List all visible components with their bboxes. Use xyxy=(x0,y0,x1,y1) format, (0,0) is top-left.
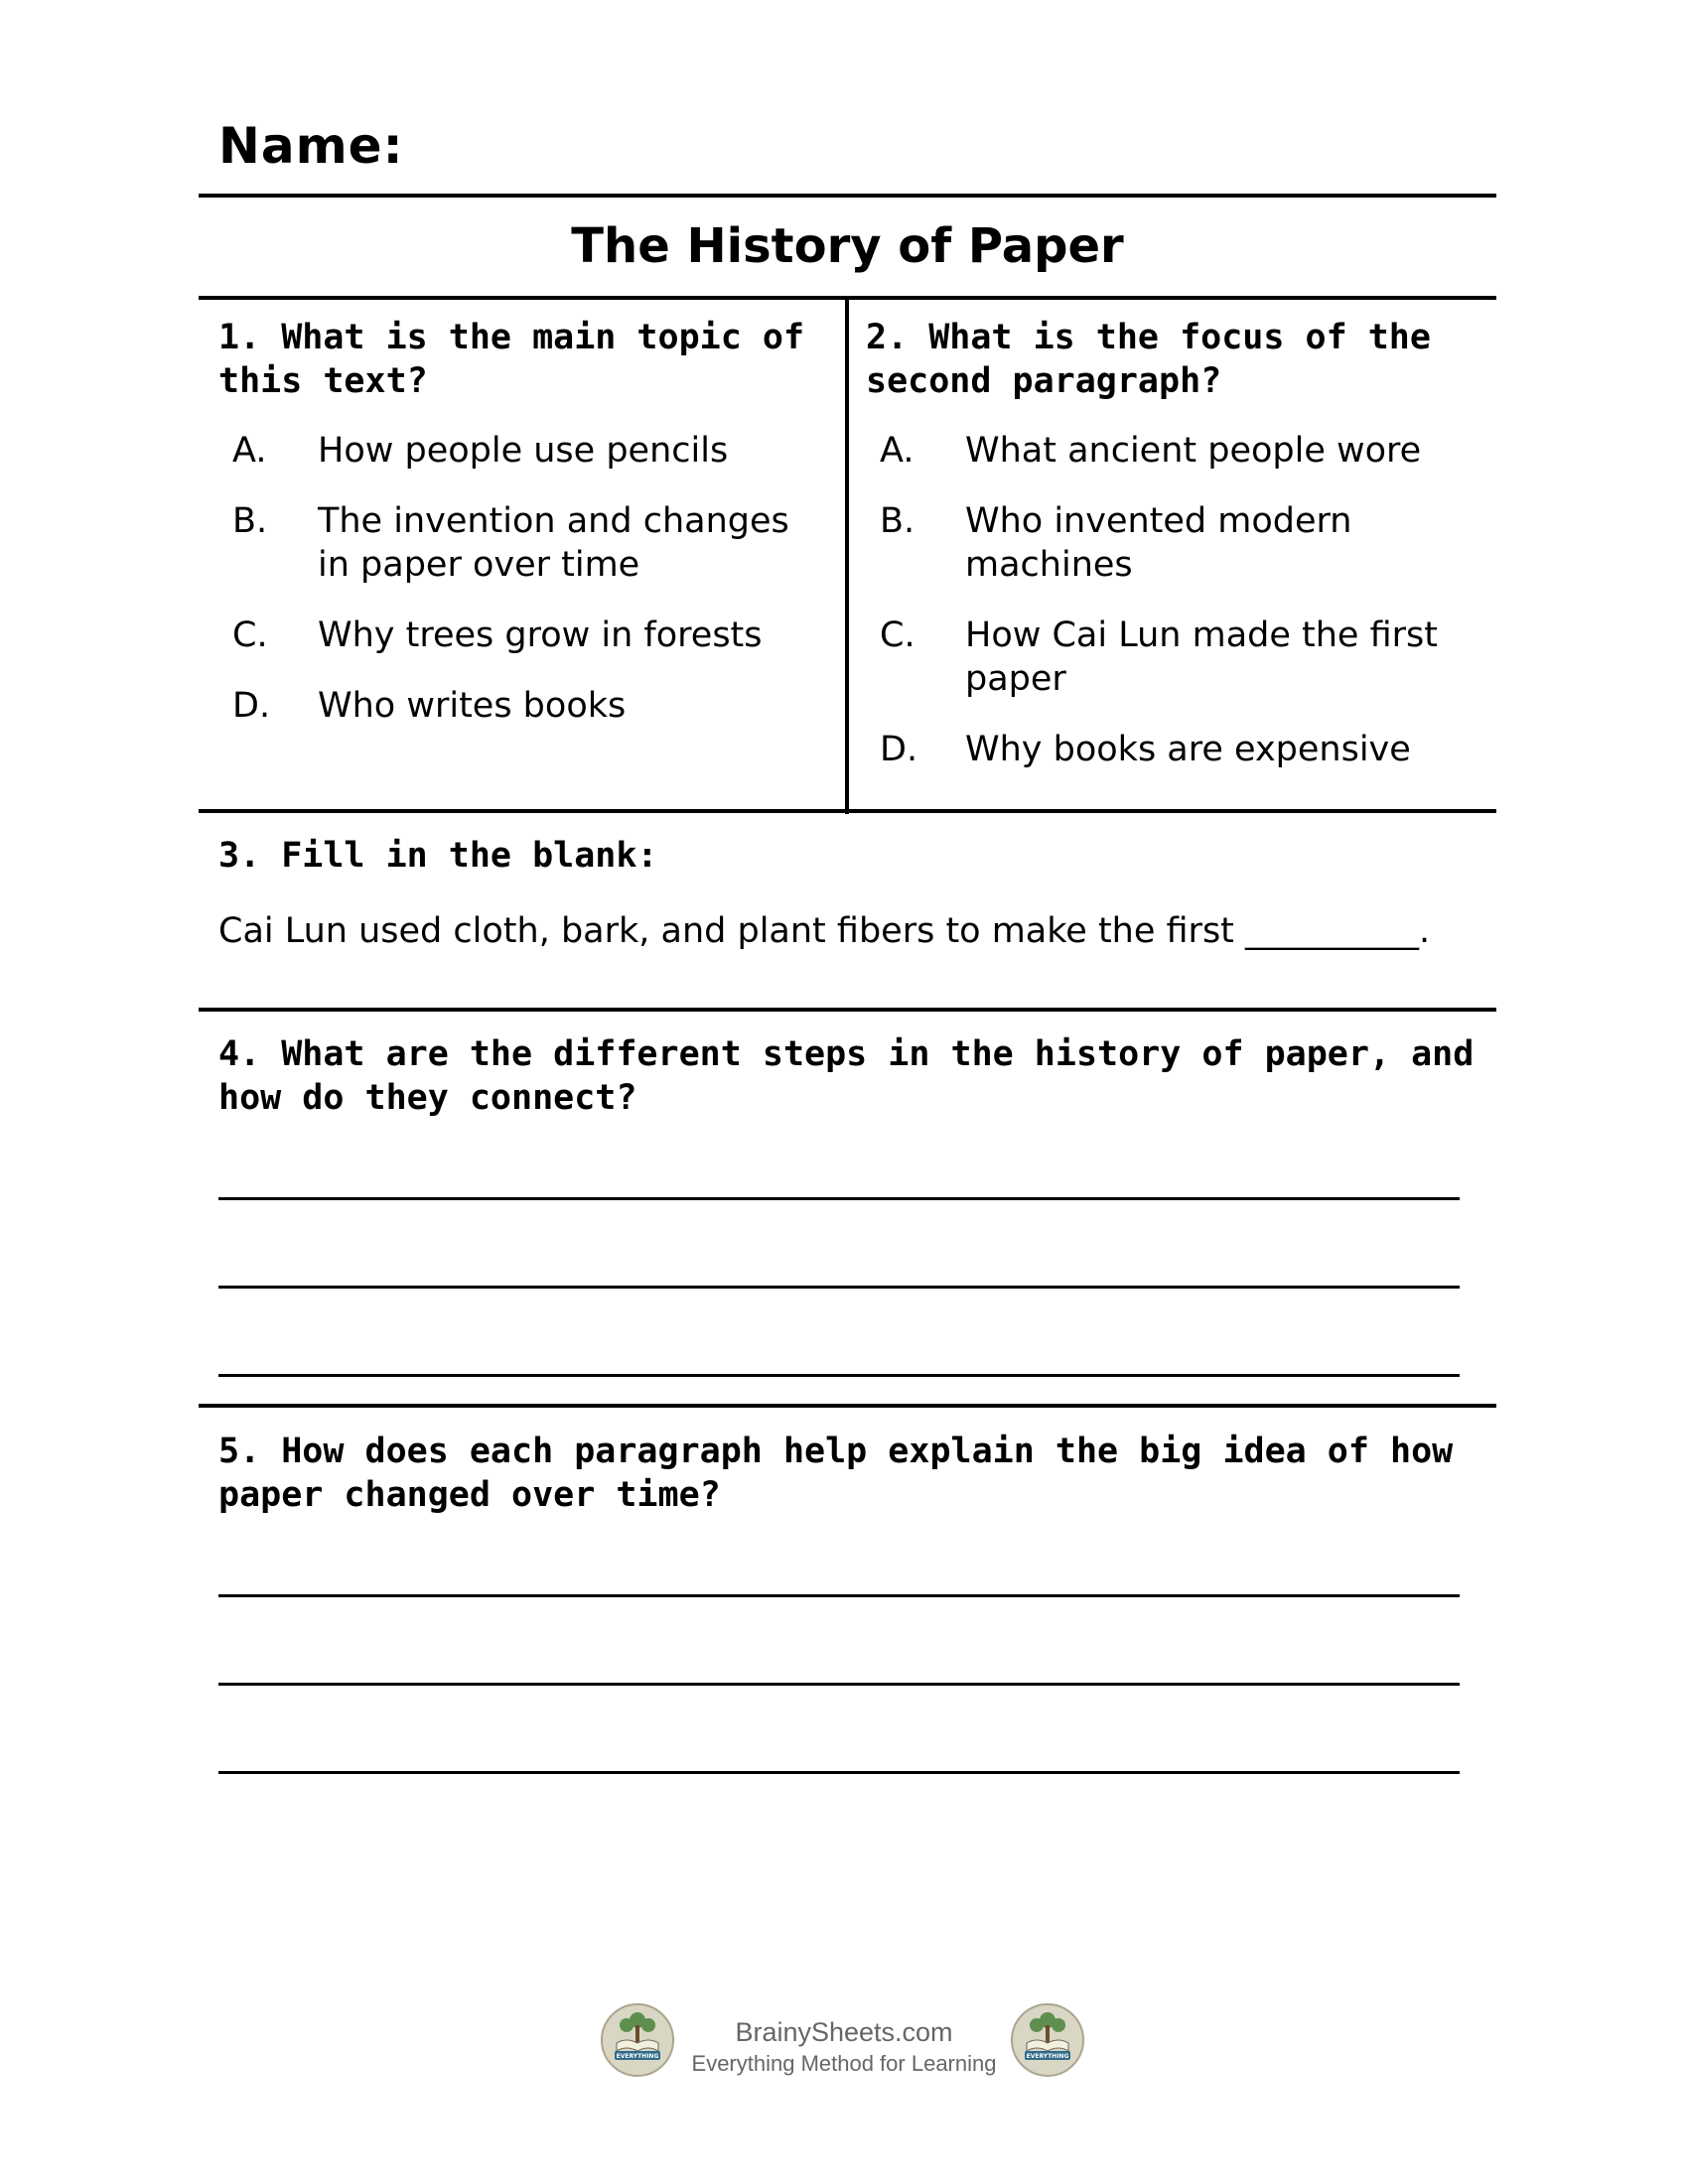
question-2-option-d xyxy=(866,728,1481,771)
option-text: Why trees grow in forests xyxy=(318,615,763,655)
option-letter: B. xyxy=(880,501,915,541)
footer-site-name[interactable]: BrainySheets.com xyxy=(735,2017,953,2047)
option-text: Who invented modern machines xyxy=(965,501,1352,585)
option-letter: B. xyxy=(232,501,268,541)
brainysheets-logo-left-icon xyxy=(601,2003,674,2077)
question-2-option-c xyxy=(866,614,1481,701)
option-letter: C. xyxy=(880,615,915,655)
option-text: The invention and changes in paper over time xyxy=(318,501,789,585)
question-2-option-a xyxy=(866,429,1481,473)
option-letter: A. xyxy=(232,431,267,471)
question-4-prompt: 4. What are the different steps in the history of paper, and how do they connect? xyxy=(218,1034,1475,1118)
question-4-answer-line[interactable] xyxy=(218,1286,1460,1289)
question-5-prompt: 5. How does each paragraph help explain the big idea of how paper changed over time? xyxy=(218,1432,1454,1515)
question-4-answer-line[interactable] xyxy=(218,1197,1460,1200)
section-divider-2 xyxy=(199,1008,1496,1012)
footer-tagline: Everything Method for Learning xyxy=(691,2051,997,2076)
option-letter: D. xyxy=(880,730,918,769)
option-letter: C. xyxy=(232,615,268,655)
question-2-option-b xyxy=(866,499,1481,587)
question-1-option-b xyxy=(218,499,824,587)
option-text: Who writes books xyxy=(318,686,627,726)
question-1-option-d xyxy=(218,684,824,728)
svg-text:EVERYTHING: EVERYTHING xyxy=(616,2053,659,2060)
worksheet-page xyxy=(199,0,1496,2184)
question-4-answer-line[interactable] xyxy=(218,1374,1460,1377)
name-label: Name: xyxy=(218,117,404,175)
column-divider xyxy=(845,300,849,814)
option-text: How people use pencils xyxy=(318,431,729,471)
option-letter: A. xyxy=(880,431,914,471)
question-2-options xyxy=(866,429,1481,771)
question-1-option-a xyxy=(218,429,824,473)
question-2-prompt: 2. What is the focus of the second paragraph? xyxy=(866,318,1431,401)
question-3-sentence: Cai Lun used cloth, bark, and plant fibers to make the first __________. xyxy=(218,911,1431,951)
section-divider-3 xyxy=(199,1404,1496,1408)
question-5-answer-line[interactable] xyxy=(218,1594,1460,1597)
footer xyxy=(0,1995,1688,2095)
question-1 xyxy=(218,316,824,754)
question-2 xyxy=(866,316,1481,798)
brainysheets-logo-right-icon xyxy=(1011,2003,1084,2077)
option-text: Why books are expensive xyxy=(965,730,1411,769)
question-5-answer-line[interactable] xyxy=(218,1771,1460,1774)
name-underline xyxy=(199,194,1496,198)
option-letter: D. xyxy=(232,686,271,726)
option-text: What ancient people wore xyxy=(965,431,1422,471)
question-1-options xyxy=(218,429,824,728)
question-1-prompt: 1. What is the main topic of this text? xyxy=(218,318,805,401)
svg-text:EVERYTHING: EVERYTHING xyxy=(1026,2053,1069,2060)
question-1-option-c xyxy=(218,614,824,657)
question-5-answer-line[interactable] xyxy=(218,1683,1460,1686)
section-divider-1 xyxy=(199,809,1496,813)
page-title: The History of Paper xyxy=(571,218,1124,274)
option-text: How Cai Lun made the first paper xyxy=(965,615,1438,699)
question-3-prompt: 3. Fill in the blank: xyxy=(218,836,658,876)
